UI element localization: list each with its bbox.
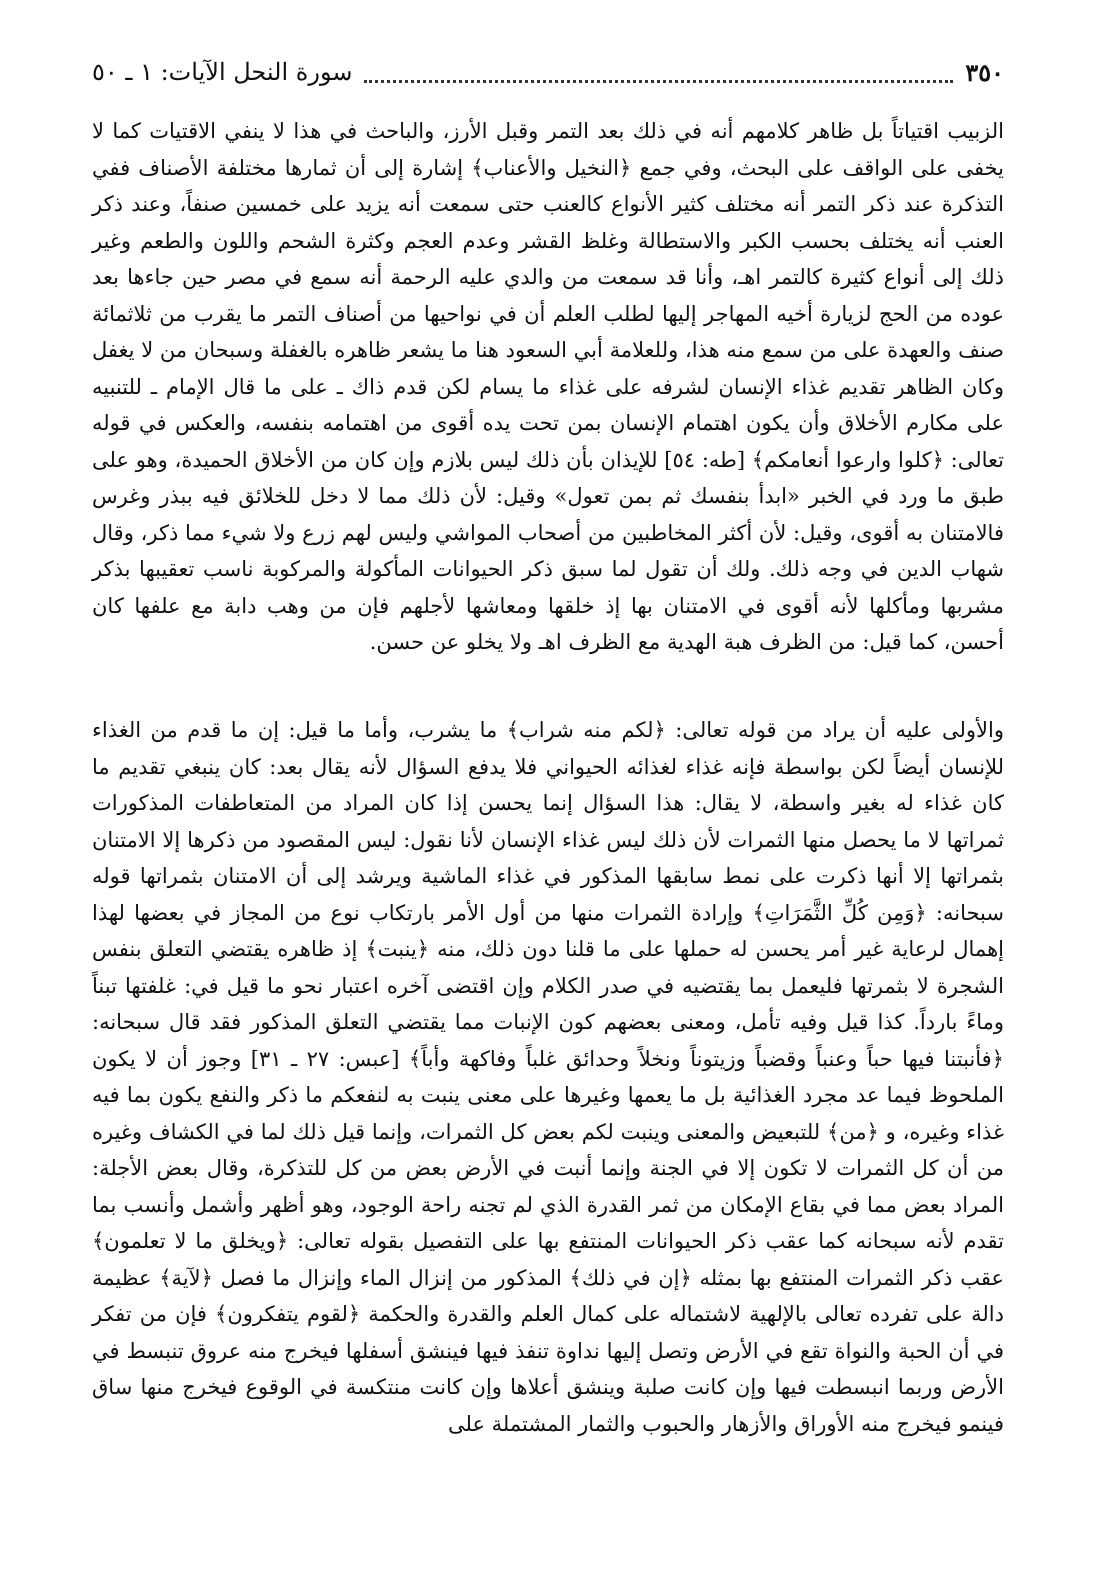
header-dotted-leader	[364, 62, 953, 83]
page-header	[92, 52, 1004, 92]
page-number: ٣٥٠	[965, 57, 1004, 87]
paragraph-2: والأولى عليه أن يراد من قوله تعالى: ﴿لكم منه شراب﴾ ما يشرب، وأما ما قيل: إن ما قدم من الغذاء للإنسان أيضاً لكن بواسطة فإنه غذاء لغذائه الحيواني فلا يدفع السؤال لأنه يقال بعد: كان ينبغي تقديم ما كان غذاء له بغير واسطة، لا يقال: هذا السؤال إنما يحسن إذا كان المراد من المتعاطفات المذكورات ثمراتها لا ما يحصل منها الثمرات لأن ذلك ليس غذاء الإنسان لأنا نقول: ليس المقصود من ذكرها إلا الامتنان بثمراتها إلا أنها ذكرت على نمط سابقها المذكور في غذاء الماشية ويرشد إلى أن الامتنان بثمراتها قوله سبحانه: ﴿وَمِن كُلِّ الثَّمَرَاتِ﴾ وإرادة الثمرات منها من أول الأمر بارتكاب نوع من المجاز في بعضها لهذا إهمال لرعاية غير أمر يحسن له حملها على ما قلنا دون ذلك، منه ﴿ينبت﴾ إذ ظاهره يقتضي التعلق بنفس الشجرة لا بثمرتها فليعمل بما يقتضيه في صدر الكلام وإن اقتضى آخره اعتبار نحو ما قيل في: غلفتها تبناً وماءً بارداً. كذا قيل وفيه تأمل، ومعنى بعضهم كون الإنبات مما يقتضي التعلق المذكور فقد قال سبحانه: ﴿فأنبتنا فيها حباً وعنباً وقضباً وزيتوناً ونخلاً وحدائق غلباً وفاكهة وأباً﴾ [عبس: ٢٧ ـ ٣١] وجوز أن لا يكون الملحوظ فيما عد مجرد الغذائية بل ما يعمها وغيرها على معنى ينبت به لنفعكم ما ذكر والنفع يكون بما فيه غذاء وغيره، و ﴿من﴾ للتبعيض والمعنى وينبت لكم بعض كل الثمرات، وإنما قيل ذلك لما في الكشاف وغيره من أن كل الثمرات لا تكون إلا في الجنة وإنما أنبت في الأرض بعض من كل للتذكرة، وقال بعض الأجلة: المراد بعض مما في بقاع الإمكان من ثمر القدرة الذي لم تجنه راحة الوجود، وهو أظهر وأشمل وأنسب بما تقدم لأنه سبحانه كما عقب ذكر الحيوانات المنتفع بها على التفصيل بقوله تعالى: ﴿ويخلق ما لا تعلمون﴾ عقب ذكر الثمرات المنتفع بها بمثله ﴿إن في ذلك﴾ المذكور من إنزال الماء وإنزال ما فصل ﴿لآية﴾ عظيمة دالة على تفرده تعالى بالإلهية لاشتماله على كمال العلم والقدرة والحكمة ﴿لقوم يتفكرون﴾ فإن من تفكر في أن الحبة والنواة تقع في الأرض وتصل إليها نداوة تنفذ فيها فينشق أسفلها فيخرج منه عروق تنبسط في الأرض وربما انبسطت فيها وإن كانت صلبة وينشق أعلاها وإن كانت منتكسة في الوقوع فيخرج منها ساق فينمو فيخرج منه الأوراق والأزهار والحبوب والثمار المشتملة على	[92, 718, 1004, 1436]
paragraph-1: الزبيب اقتياتاً بل ظاهر كلامهم أنه في ذلك بعد التمر وقبل الأرز، والباحث في هذا لا ينفي الاقتيات كما لا يخفى على الواقف على البحث، وفي جمع ﴿النخيل والأعناب﴾ إشارة إلى أن ثمارها مختلفة الأصناف ففي التذكرة عند ذكر التمر أنه مختلف كثير الأنواع كالعنب حتى سمعت أنه يزيد على خمسين صنفاً، وعند ذكر العنب أنه يختلف بحسب الكبر والاستطالة وغلظ القشر وعدم العجم وكثرة الشحم واللون والطعم وغير ذلك إلى أنواع كثيرة كالتمر اهـ، وأنا قد سمعت من والدي عليه الرحمة أنه سمع في مصر حين جاءها بعد عوده من الحج لزيارة أخيه المهاجر إليها لطلب العلم أن في نواحيها من أصناف التمر ما يقرب من ثلاثمائة صنف والعهدة على من سمع منه هذا، وللعلامة أبي السعود هنا ما يشعر ظاهره بالغفلة وسبحان من لا يغفل وكان الظاهر تقديم غذاء الإنسان لشرفه على غذاء ما يسام لكن قدم ذاك ـ على ما قال الإمام ـ للتنبيه على مكارم الأخلاق وأن يكون اهتمام الإنسان بمن تحت يده أقوى من اهتمامه بنفسه، والعكس في قوله تعالى: ﴿كلوا وارعوا أنعامكم﴾ [طه: ٥٤] للإيذان بأن ذلك ليس بلازم وإن كان من الأخلاق الحميدة، وهو على طبق ما ورد في الخبر «ابدأ بنفسك ثم بمن تعول» وقيل: لأن ذلك مما لا دخل للخلائق فيه ببذر وغرس فالامتنان به أقوى، وقيل: لأن أكثر المخاطبين من أصحاب المواشي وليس لهم زرع ولا شيء مما ذكر، وقال شهاب الدين في وجه ذلك. ولك أن تقول لما سبق ذكر الحيوانات المأكولة والمركوبة ناسب تعقيبها بذكر مشربها ومأكلها لأنه أقوى في الامتنان بها إذ خلقها ومعاشها لأجلهم فإن من وهب دابة مع علفها كان أحسن، كما قيل: من الظرف هبة الهدية مع الظرف اهـ ولا يخلو عن حسن.	[92, 119, 1004, 654]
surah-title: سورة النحل الآيات: ١ ـ ٥٠	[92, 58, 353, 86]
